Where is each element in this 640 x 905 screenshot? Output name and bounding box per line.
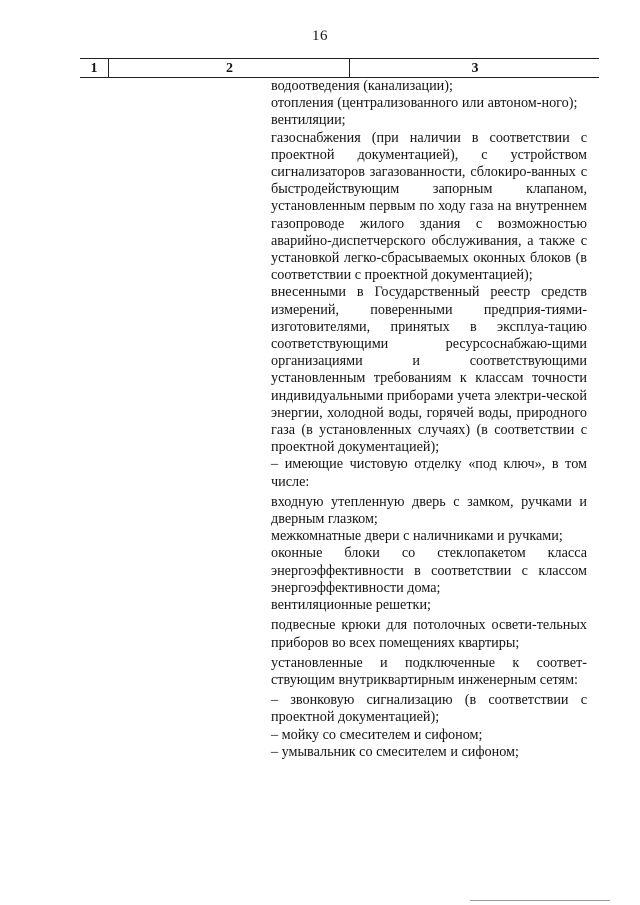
table-header-row xyxy=(80,58,599,78)
text-paragraph: оконные блоки со стеклопакетом класса энергоэффективности в соответствии с классом энергоэффективности дома; xyxy=(271,545,587,596)
text-paragraph: – мойку со смесителем и сифоном; xyxy=(271,726,483,743)
footer-rule xyxy=(470,900,610,901)
text-paragraph: водоотведения (канализации); xyxy=(271,78,453,94)
text-paragraph: – имеющие чистовую отделку «под ключ», в том числе: xyxy=(271,456,587,490)
page-number: 16 xyxy=(312,28,328,44)
table-header-col-1: 1 xyxy=(90,61,98,76)
text-paragraph: межкомнатные двери с наличниками и ручками; xyxy=(271,528,563,545)
column-3-content xyxy=(271,78,587,761)
text-paragraph: – звонковую сигнализацию (в соответствии с проектной документацией); xyxy=(271,692,587,726)
text-paragraph: – умывальник со смесителем и сифоном; xyxy=(271,743,519,760)
text-paragraph: вентиляции; xyxy=(271,112,346,129)
text-paragraph: подвесные крюки для потолочных освети-тельных приборов во всех помещениях квартиры; xyxy=(271,617,587,651)
table-header-col-2: 2 xyxy=(108,59,350,77)
text-paragraph: установленные и подключенные к соответ-ствующим внутриквартирным инженерным сетям: xyxy=(271,654,587,688)
text-paragraph: отопления (централизованного или автоном-ного); xyxy=(271,95,578,112)
text-paragraph: вентиляционные решетки; xyxy=(271,597,431,614)
text-paragraph: газоснабжения (при наличии в соответствии с проектной документацией), с устройством сигнализаторов загазованности, сблокиро-ванных с быстродействующим запорным клапаном, установленным первым по ходу газа на внутреннем газопроводе жилого здания с возможностью аварийно-диспетчерского обслуживания, а также с установкой легко-сбрасываемых оконных блоков (в соответствии с проектной документацией); xyxy=(271,129,587,284)
text-paragraph: входную утепленную дверь с замком, ручками и дверным глазком; xyxy=(271,493,587,528)
text-paragraph: внесенными в Государственный реестр средств измерений, поверенными предприя-тиями-изготовителями, принятых в эксплуа-тацию соответствующими ресурсоснабжаю-щими организациями и соответствующими установленным требованиям к классам точности индивидуальными приборами учета электри-ческой энергии, холодной воды, горячей воды, природного газа (в установленных случаях) (в соответствии с проектной документацией); xyxy=(271,284,587,456)
table-header-col-3: 3 xyxy=(349,59,600,77)
